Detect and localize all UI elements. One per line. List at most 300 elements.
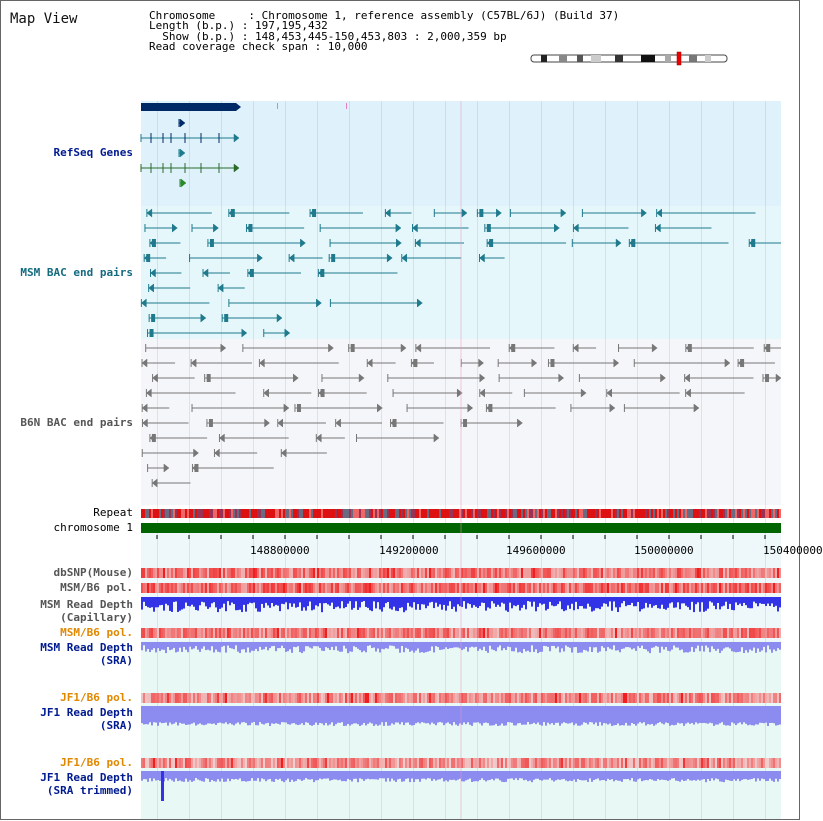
dbsnp-cell xyxy=(505,568,507,578)
b6n-bac-pair-arrow xyxy=(191,359,196,367)
msm-b6-pol-cell xyxy=(387,583,389,593)
msm-b6-pol-cell xyxy=(617,583,619,593)
msm-depth-capillary-bar xyxy=(371,597,373,611)
msm-b6-pol-cell xyxy=(507,583,509,593)
jf1-depth-trim-bar xyxy=(445,771,447,780)
msm-depth-capillary-bar xyxy=(553,597,555,606)
repeat-segment xyxy=(519,509,521,518)
jf1-depth-sra-bar xyxy=(463,706,465,722)
dbsnp-label[interactable]: dbSNP(Mouse) xyxy=(53,566,133,579)
msm-depth-capillary-bar xyxy=(737,597,739,605)
jf1-depth-trim-bar xyxy=(299,771,301,780)
msm-depth-sra-bar xyxy=(237,642,239,652)
jf1-b6-pol-trim-cell xyxy=(659,758,661,768)
msm-b6-pol-cell xyxy=(477,583,479,593)
jf1-b6-pol-cell xyxy=(199,693,201,703)
dbsnp-cell xyxy=(265,568,267,578)
jf1-depth-sra-bar xyxy=(309,706,311,725)
dbsnp-cell xyxy=(373,568,375,578)
jf1-b6-pol-cell xyxy=(343,693,345,703)
msm-b6-pol-cell xyxy=(309,583,311,593)
jf1-b6-pol-cell xyxy=(221,693,223,703)
msm-depth-sra-bar xyxy=(367,642,369,646)
msm-depth-capillary-bar xyxy=(235,597,237,610)
jf1-depth-trim-bar xyxy=(537,771,539,779)
dbsnp-cell xyxy=(679,568,681,578)
jf1-depth-sra-bar xyxy=(523,706,525,725)
msm-b6-pol-sra-cell xyxy=(767,628,769,638)
jf1-b6-pol-trim-cell xyxy=(237,758,239,768)
msm-depth-sra-label-2: (SRA) xyxy=(99,654,133,667)
jf1-b6-pol-cell xyxy=(269,693,271,703)
jf1-b6-pol-cell xyxy=(611,693,613,703)
msm-b6-pol-label-1[interactable]: MSM/B6 pol. xyxy=(60,581,133,594)
jf1-b6-pol-trim-cell xyxy=(225,758,227,768)
dbsnp-cell xyxy=(507,568,509,578)
jf1-depth-sra-bar xyxy=(245,706,247,723)
b6n-bac-pair-arrow xyxy=(293,374,298,382)
jf1-depth-sra-bar xyxy=(203,706,205,725)
repeat-segment xyxy=(575,509,577,518)
msm-depth-capillary-bar xyxy=(681,597,683,603)
dbsnp-cell xyxy=(233,568,235,578)
msm-b6-pol-sra-cell xyxy=(769,628,771,638)
repeat-segment xyxy=(521,509,523,518)
msm-depth-sra-bar xyxy=(539,642,541,652)
jf1-depth-sra-bar xyxy=(235,706,237,724)
msm-b6-pol-sra-cell xyxy=(643,628,645,638)
jf1-b6-pol-cell xyxy=(209,693,211,703)
jf1-b6-pol-cell xyxy=(587,693,589,703)
dbsnp-cell xyxy=(143,568,145,578)
jf1-b6-pol-cell xyxy=(243,693,245,703)
jf1-b6-pol-trim-cell xyxy=(443,758,445,768)
jf1-b6-pol-trim-cell xyxy=(521,758,523,768)
jf1-depth-sra-bar xyxy=(251,706,253,723)
jf1-b6-pol-cell xyxy=(533,693,535,703)
msm-b6-pol-sra-cell xyxy=(559,628,561,638)
msm-depth-capillary-bar xyxy=(211,597,213,603)
dbsnp-cell xyxy=(697,568,699,578)
jf1-b6-pol-trim-cell xyxy=(345,758,347,768)
jf1-b6-pol-cell xyxy=(517,693,519,703)
msm-depth-capillary-bar xyxy=(289,597,291,603)
repeat-segment xyxy=(453,509,455,518)
jf1-b6-pol-trim-cell xyxy=(231,758,233,768)
jf1-depth-sra-bar xyxy=(391,706,393,723)
jf1-depth-trim-bar xyxy=(329,771,331,781)
jf1-depth-sra-bar xyxy=(163,706,165,723)
jf1-depth-sra-label[interactable]: JF1 Read Depth xyxy=(40,706,133,719)
jf1-depth-sra-bar xyxy=(193,706,195,723)
jf1-depth-sra-bar xyxy=(329,706,331,724)
jf1-depth-trim-label[interactable]: JF1 Read Depth xyxy=(40,771,133,784)
jf1-b6-pol-trim-cell xyxy=(675,758,677,768)
jf1-depth-sra-bar xyxy=(271,706,273,723)
jf1-b6-pol-cell xyxy=(305,693,307,703)
jf1-b6-pol-cell xyxy=(551,693,553,703)
jf1-depth-trim-bar xyxy=(451,771,453,780)
msm-bac-pair-arrow xyxy=(412,224,417,232)
jf1-depth-sra-bar xyxy=(473,706,475,723)
msm-depth-capillary-bar xyxy=(285,597,287,602)
jf1-b6-pol-trim-cell xyxy=(753,758,755,768)
msm-depth-capillary-bar xyxy=(503,597,505,604)
msm-b6-pol-sra-cell xyxy=(583,628,585,638)
jf1-b6-pol-trim-cell xyxy=(599,758,601,768)
jf1-b6-pol-cell xyxy=(599,693,601,703)
msm-depth-capillary-bar xyxy=(151,597,153,607)
jf1-depth-sra-bar xyxy=(183,706,185,724)
msm-b6-pol-cell xyxy=(629,583,631,593)
msm-b6-pol-sra-cell xyxy=(297,628,299,638)
msm-depth-capillary-bar xyxy=(415,597,417,610)
msm-depth-capillary-bar xyxy=(233,597,235,604)
jf1-depth-trim-bar xyxy=(565,771,567,781)
repeat-segment xyxy=(505,509,507,518)
repeat-segment xyxy=(563,509,565,518)
jf1-b6-pol-trim-cell xyxy=(645,758,647,768)
msm-depth-capillary-bar xyxy=(215,597,217,607)
msm-depth-sra-label[interactable]: MSM Read Depth xyxy=(40,641,133,654)
jf1-depth-trim-bar xyxy=(169,771,171,779)
repeat-segment xyxy=(619,509,621,518)
dbsnp-cell xyxy=(215,568,217,578)
jf1-b6-pol-cell xyxy=(415,693,417,703)
jf1-b6-pol-cell xyxy=(265,693,267,703)
msm-b6-pol-cell xyxy=(523,583,525,593)
msm-b6-pol-cell xyxy=(311,583,313,593)
jf1-depth-sra-bar xyxy=(157,706,159,726)
dbsnp-cell xyxy=(175,568,177,578)
msm-b6-pol-sra-cell xyxy=(533,628,535,638)
msm-b6-pol-cell xyxy=(403,583,405,593)
dbsnp-cell xyxy=(693,568,695,578)
dbsnp-cell xyxy=(405,568,407,578)
repeat-segment xyxy=(633,509,635,518)
jf1-b6-pol-cell xyxy=(499,693,501,703)
repeat-segment xyxy=(213,509,215,518)
jf1-b6-pol-cell xyxy=(445,693,447,703)
repeat-segment xyxy=(187,509,189,518)
jf1-depth-sra-bar xyxy=(195,706,197,726)
jf1-depth-trim-bar xyxy=(279,771,281,779)
jf1-b6-pol-label-1[interactable]: JF1/B6 pol. xyxy=(60,691,133,704)
repeat-segment xyxy=(765,509,767,518)
jf1-b6-pol-trim-cell xyxy=(573,758,575,768)
dbsnp-cell xyxy=(653,568,655,578)
dbsnp-cell xyxy=(313,568,315,578)
msm-depth-capillary-bar xyxy=(695,597,697,604)
repeat-segment xyxy=(361,509,363,518)
jf1-depth-sra-bar xyxy=(363,706,365,723)
jf1-depth-sra-bar xyxy=(305,706,307,722)
jf1-b6-pol-trim-cell xyxy=(533,758,535,768)
jf1-depth-sra-bar xyxy=(299,706,301,725)
msm-bac-pair-end xyxy=(151,314,155,322)
msm-depth-sra-bar xyxy=(547,642,549,647)
msm-depth-capillary-bar xyxy=(473,597,475,605)
msm-depth-sra-bar xyxy=(377,642,379,649)
msm-b6-pol-cell xyxy=(737,583,739,593)
chromosome-track-label[interactable]: chromosome 1 xyxy=(53,521,133,534)
jf1-depth-trim-bar xyxy=(271,771,273,781)
msm-b6-pol-sra-cell xyxy=(661,628,663,638)
msm-b6-pol-cell xyxy=(491,583,493,593)
msm-b6-pol-cell xyxy=(419,583,421,593)
msm-depth-capillary-bar xyxy=(749,597,751,608)
msm-b6-pol-sra-cell xyxy=(613,628,615,638)
msm-b6-pol-cell xyxy=(213,583,215,593)
msm-b6-pol-cell xyxy=(383,583,385,593)
msm-b6-pol-cell xyxy=(279,583,281,593)
repeat-segment xyxy=(581,509,583,518)
jf1-depth-trim-bar xyxy=(527,771,529,781)
jf1-b6-pol-trim-cell xyxy=(707,758,709,768)
jf1-b6-pol-trim-cell xyxy=(195,758,197,768)
jf1-b6-pol-label-2[interactable]: JF1/B6 pol. xyxy=(60,756,133,769)
dbsnp-cell xyxy=(585,568,587,578)
msm-b6-pol-cell xyxy=(475,583,477,593)
jf1-depth-sra-bar xyxy=(361,706,363,725)
repeat-segment xyxy=(475,509,477,518)
jf1-depth-trim-bar xyxy=(543,771,545,780)
jf1-b6-pol-cell xyxy=(327,693,329,703)
jf1-depth-trim-bar xyxy=(419,771,421,782)
msm-b6-pol-cell xyxy=(209,583,211,593)
msm-depth-capillary-bar xyxy=(635,597,637,606)
jf1-depth-sra-bar xyxy=(229,706,231,723)
msm-depth-sra-bar xyxy=(717,642,719,649)
jf1-depth-trim-bar xyxy=(531,771,533,782)
msm-bac-label[interactable]: MSM BAC end pairs xyxy=(20,266,133,279)
jf1-b6-pol-cell xyxy=(573,693,575,703)
jf1-b6-pol-cell xyxy=(627,693,629,703)
jf1-b6-pol-cell xyxy=(767,693,769,703)
jf1-b6-pol-trim-cell xyxy=(219,758,221,768)
msm-depth-capillary-bar xyxy=(423,597,425,605)
dbsnp-cell xyxy=(525,568,527,578)
jf1-b6-pol-trim-cell xyxy=(771,758,773,768)
msm-depth-sra-bar xyxy=(607,642,609,647)
msm-depth-capillary-bar xyxy=(193,597,195,607)
repeat-segment xyxy=(759,509,761,518)
msm-b6-pol-sra-cell xyxy=(659,628,661,638)
msm-b6-pol-sra-cell xyxy=(697,628,699,638)
dbsnp-cell xyxy=(229,568,231,578)
msm-depth-sra-bar xyxy=(431,642,433,646)
jf1-b6-pol-cell xyxy=(565,693,567,703)
msm-depth-sra-bar xyxy=(491,642,493,649)
msm-b6-pol-sra-cell xyxy=(747,628,749,638)
msm-b6-pol-sra-cell xyxy=(447,628,449,638)
repeat-segment xyxy=(489,509,491,518)
jf1-b6-pol-cell xyxy=(319,693,321,703)
dbsnp-cell xyxy=(227,568,229,578)
msm-b6-pol-sra-cell xyxy=(333,628,335,638)
msm-depth-sra-bar xyxy=(523,642,525,649)
jf1-depth-sra-bar xyxy=(637,706,639,724)
msm-depth-capillary-bar xyxy=(605,597,607,604)
msm-b6-pol-sra-cell xyxy=(493,628,495,638)
dbsnp-cell xyxy=(291,568,293,578)
jf1-depth-trim-bar xyxy=(317,771,319,780)
jf1-b6-pol-cell xyxy=(699,693,701,703)
msm-b6-pol-cell xyxy=(597,583,599,593)
jf1-depth-trim-bar xyxy=(333,771,335,779)
dbsnp-cell xyxy=(419,568,421,578)
dbsnp-cell xyxy=(225,568,227,578)
msm-b6-pol-cell xyxy=(703,583,705,593)
b6n-bac-pair-arrow xyxy=(336,419,341,427)
jf1-b6-pol-trim-cell xyxy=(679,758,681,768)
jf1-depth-trim-bar xyxy=(549,771,551,778)
msm-b6-pol-sra-cell xyxy=(373,628,375,638)
jf1-b6-pol-cell xyxy=(739,693,741,703)
repeat-segment xyxy=(147,509,149,518)
msm-b6-pol-cell xyxy=(167,583,169,593)
jf1-b6-pol-cell xyxy=(185,693,187,703)
msm-b6-pol-sra-cell xyxy=(385,628,387,638)
msm-b6-pol-cell xyxy=(141,583,143,593)
jf1-depth-sra-bar xyxy=(693,706,695,725)
msm-b6-pol-cell xyxy=(623,583,625,593)
jf1-b6-pol-trim-cell xyxy=(531,758,533,768)
jf1-depth-sra-bar xyxy=(739,706,741,722)
repeat-segment xyxy=(277,509,279,518)
jf1-b6-pol-trim-cell xyxy=(571,758,573,768)
jf1-b6-pol-trim-cell xyxy=(565,758,567,768)
jf1-b6-pol-trim-cell xyxy=(163,758,165,768)
repeat-segment xyxy=(179,509,181,518)
msm-depth-sra-bar xyxy=(293,642,295,647)
jf1-depth-sra-bar xyxy=(541,706,543,726)
msm-b6-pol-label-2[interactable]: MSM/B6 pol. xyxy=(60,626,133,639)
msm-depth-capillary-label[interactable]: MSM Read Depth xyxy=(40,598,133,611)
repeat-segment xyxy=(703,509,705,518)
msm-b6-pol-cell xyxy=(579,583,581,593)
repeat-label[interactable]: Repeat xyxy=(93,506,133,519)
jf1-depth-trim-bar xyxy=(651,771,653,780)
jf1-b6-pol-cell xyxy=(505,693,507,703)
msm-b6-pol-sra-cell xyxy=(419,628,421,638)
jf1-depth-sra-bar xyxy=(745,706,747,724)
msm-depth-capillary-bar xyxy=(433,597,435,608)
msm-b6-pol-cell xyxy=(763,583,765,593)
jf1-b6-pol-trim-cell xyxy=(653,758,655,768)
msm-depth-capillary-bar xyxy=(243,597,245,605)
jf1-depth-trim-bar xyxy=(535,771,537,779)
jf1-b6-pol-cell xyxy=(405,693,407,703)
msm-depth-sra-bar xyxy=(769,642,771,649)
msm-depth-sra-bar xyxy=(529,642,531,652)
b6n-bac-pair-arrow xyxy=(359,374,364,382)
jf1-depth-trim-bar xyxy=(623,771,625,779)
msm-b6-pol-sra-cell xyxy=(759,628,761,638)
msm-b6-pol-sra-cell xyxy=(771,628,773,638)
repeat-segment xyxy=(745,509,747,518)
b6n-bac-pair-end xyxy=(209,419,213,427)
jf1-b6-pol-cell xyxy=(287,693,289,703)
msm-b6-pol-cell xyxy=(455,583,457,593)
jf1-b6-pol-cell xyxy=(231,693,233,703)
b6n-bac-pair-arrow xyxy=(377,404,382,412)
msm-depth-capillary-bar xyxy=(337,597,339,607)
b6n-bac-label[interactable]: B6N BAC end pairs xyxy=(20,416,133,429)
jf1-b6-pol-cell xyxy=(769,693,771,703)
msm-b6-pol-sra-cell xyxy=(477,628,479,638)
msm-b6-pol-sra-cell xyxy=(615,628,617,638)
repeat-segment xyxy=(173,509,175,518)
refseq-genes-label[interactable]: RefSeq Genes xyxy=(53,146,133,159)
jf1-b6-pol-trim-cell xyxy=(255,758,257,768)
jf1-b6-pol-trim-cell xyxy=(513,758,515,768)
jf1-b6-pol-cell xyxy=(401,693,403,703)
jf1-b6-pol-trim-cell xyxy=(497,758,499,768)
jf1-depth-sra-bar xyxy=(719,706,721,723)
jf1-depth-sra-bar xyxy=(755,706,757,724)
jf1-b6-pol-trim-cell xyxy=(661,758,663,768)
jf1-depth-sra-bar xyxy=(325,706,327,723)
jf1-b6-pol-cell xyxy=(313,693,315,703)
jf1-depth-trim-bar xyxy=(679,771,681,782)
repeat-segment xyxy=(351,509,353,518)
jf1-depth-trim-bar xyxy=(601,771,603,780)
jf1-depth-trim-bar xyxy=(731,771,733,781)
msm-b6-pol-sra-cell xyxy=(289,628,291,638)
jf1-depth-trim-bar xyxy=(387,771,389,778)
jf1-depth-sra-bar xyxy=(431,706,433,723)
msm-b6-pol-sra-cell xyxy=(651,628,653,638)
jf1-depth-trim-bar xyxy=(613,771,615,781)
dbsnp-cell xyxy=(435,568,437,578)
jf1-b6-pol-trim-cell xyxy=(291,758,293,768)
dbsnp-cell xyxy=(641,568,643,578)
dbsnp-cell xyxy=(321,568,323,578)
msm-b6-pol-cell xyxy=(235,583,237,593)
repeat-segment xyxy=(381,509,383,518)
dbsnp-cell xyxy=(259,568,261,578)
jf1-depth-sra-bar xyxy=(475,706,477,723)
repeat-segment xyxy=(639,509,641,518)
repeat-segment xyxy=(541,509,543,518)
dbsnp-cell xyxy=(181,568,183,578)
dbsnp-cell xyxy=(675,568,677,578)
dbsnp-cell xyxy=(747,568,749,578)
jf1-b6-pol-cell xyxy=(585,693,587,703)
msm-depth-sra-bar xyxy=(689,642,691,652)
msm-depth-sra-bar xyxy=(151,642,153,650)
dbsnp-cell xyxy=(695,568,697,578)
jf1-b6-pol-trim-cell xyxy=(651,758,653,768)
msm-depth-sra-bar xyxy=(441,642,443,650)
jf1-b6-pol-trim-cell xyxy=(147,758,149,768)
repeat-segment xyxy=(499,509,501,518)
msm-depth-sra-bar xyxy=(737,642,739,652)
msm-depth-capillary-bar xyxy=(555,597,557,606)
dbsnp-cell xyxy=(197,568,199,578)
msm-depth-sra-bar xyxy=(731,642,733,651)
dbsnp-cell xyxy=(141,568,143,578)
msm-bac-pair-arrow xyxy=(257,254,262,262)
jf1-depth-sra-bar xyxy=(563,706,565,722)
msm-bac-pair-end xyxy=(152,239,156,247)
repeat-segment xyxy=(571,509,573,518)
dbsnp-cell xyxy=(685,568,687,578)
msm-b6-pol-cell xyxy=(305,583,307,593)
jf1-depth-trim-bar xyxy=(411,771,413,778)
dbsnp-cell xyxy=(297,568,299,578)
